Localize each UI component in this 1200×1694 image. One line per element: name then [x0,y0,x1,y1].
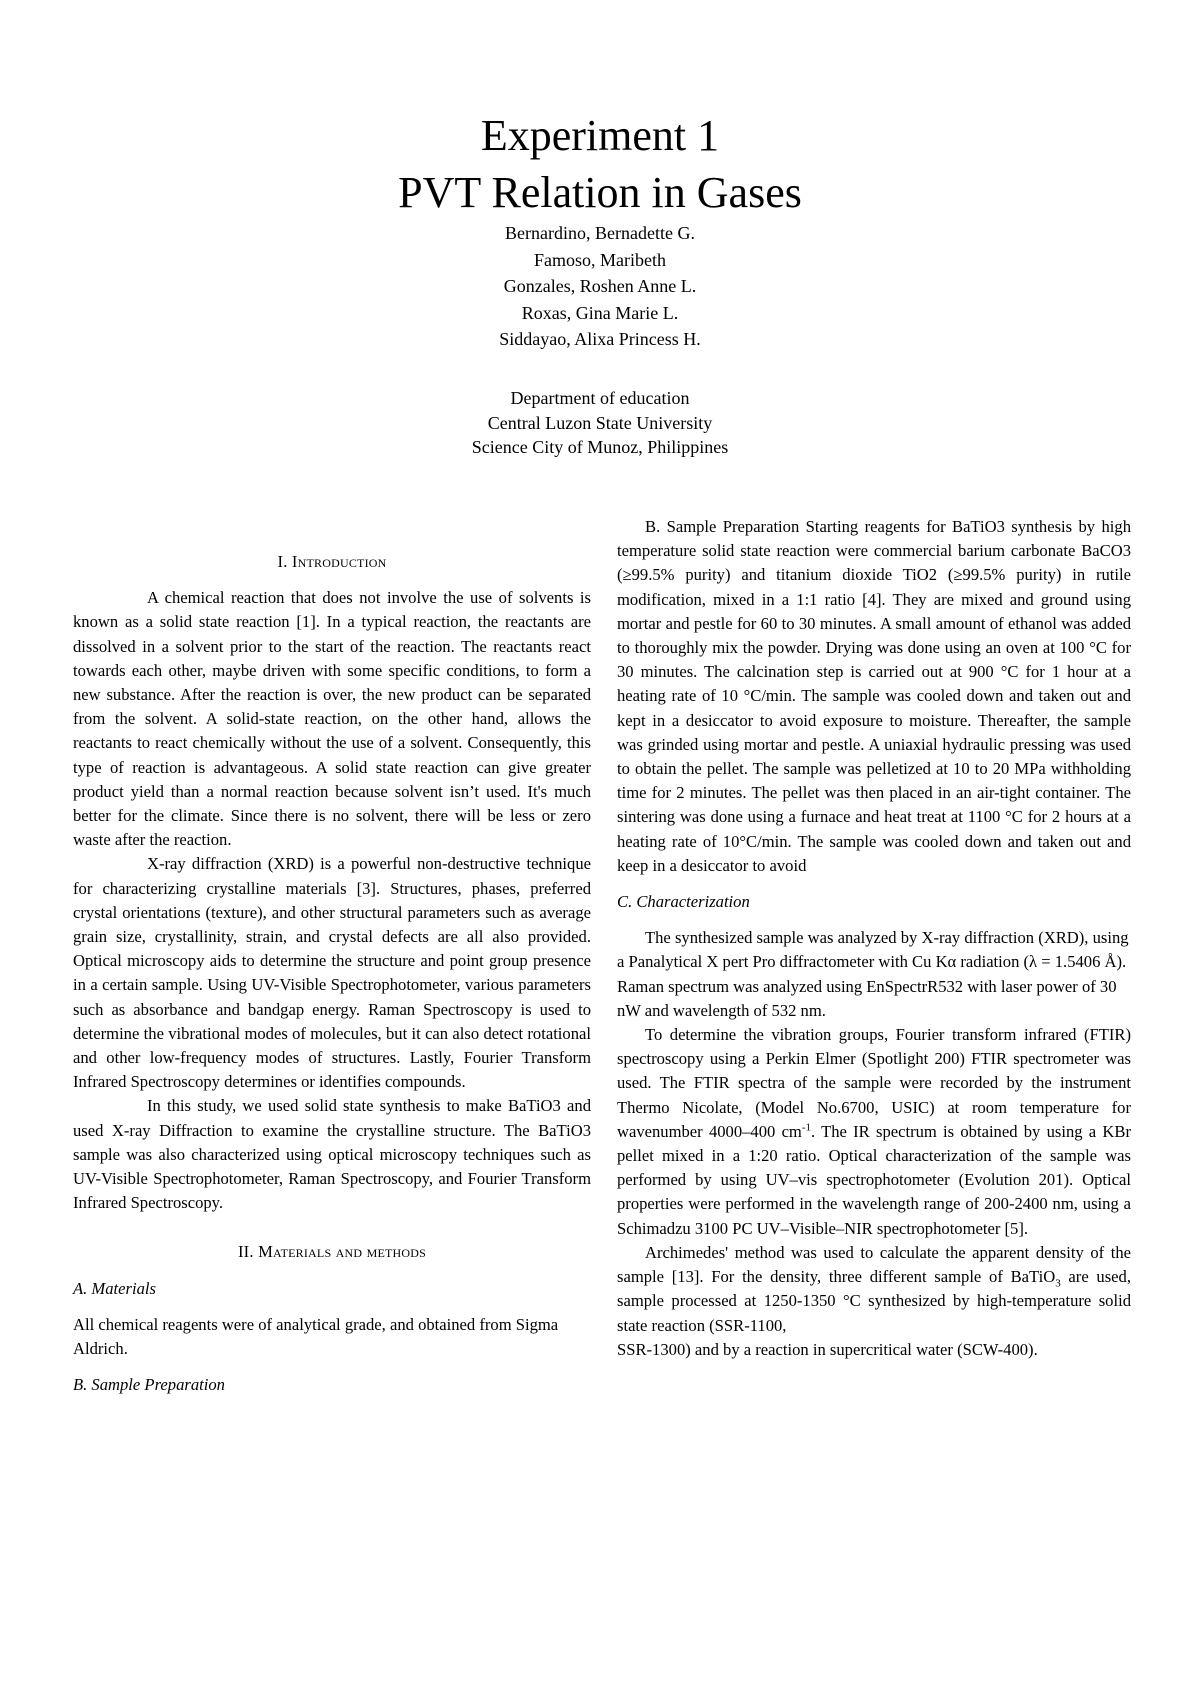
char-p2-part-b: . The IR spectrum is obtained by using a KBr pellet mixed in a 1:20 ratio. Optical characterization of the sample was performed by using UV–vis spectrophotometer (Evolution 201). Optical properties were performed in the wavelength range of 200-2400 nm, using a Schimadzu 3100 PC UV–Visible–NIR spectrophotometer [5]. [617,1121,1131,1238]
affiliation-line: Department of education [510,388,690,408]
author: Gonzales, Roshen Anne L. [503,276,697,296]
char-p3-part-a: Archimedes' method was used to calculate the apparent density of the sample [13]. For the density, three different sample of BaTiO [617,1242,1131,1287]
sample-prep-text: B. Sample Preparation Starting reagents for BaTiO3 synthesis by high temperature solid state reaction were commercial barium carbonate BaCO3 (≥99.5% purity) and titanium dioxide TiO2 (≥99.5% purity) in rutile modification, mixed in a 1:1 ratio [4]. They are mixed and ground using mortar and pestle for 60 to 30 minutes. A small amount of ethanol was added to thoroughly mix the powder. Drying was done using an oven at 100 °C for 30 minutes. The calcination step is carried out at 900 °C for 1 hour at a heating rate of 10 °C/min. The sample was cooled down and taken out and kept in a desiccator to avoid exposure to moisture. Thereafter, the sample was grinded using mortar and pestle. A uniaxial hydraulic pressing was used to obtain the pellet. The sample was pelletized at 10 to 20 MPa withholding time for 2 minutes. The pellet was then placed in an air-tight container. The sintering was done using a furnace and heat treat at 1100 °C for 2 hours at a heating rate of 10°C/min. The sample was cooled down and taken out and keep in a desiccator to avoid [617,517,1131,875]
intro-paragraph-3: In this study, we used solid state synthesis to make BaTiO3 and used X-ray Diffraction to examine the crystalline structure. The BaTiO3 sample was also characterized using optical microscopy techniques such as UV-Visible Spectrophotometer, Raman Spectroscopy, and Fourier Transform Infrared Spectroscopy. [73,1096,591,1213]
intro-paragraph-1: A chemical reaction that does not involve the use of solvents is known as a solid state reaction [1]. In a typical reaction, the reactants are dissolved in a solvent prior to the start of the reaction. The reactants react towards each other, maybe driven with some specific conditions, to form a new substance. After the reaction is over, the new product can be separated from the solvent. A solid-state reaction, on the other hand, allows the reactants to react chemically without the use of a solvent. Consequently, this type of reaction is advantageous. A solid state reaction can give greater product yield than a normal reaction because solvent isn’t used. It's much better for the climate. Since there is no solvent, there will be less or zero waste after the reaction. [73,588,591,850]
characterization-paragraph-1: The synthesized sample was analyzed by X-ray diffraction (XRD), using a Panalytical X pert Pro diffractometer with Cu Kα radiation (λ = 1.5406 Å). Raman spectrum was analyzed using EnSpectrR532 with laser power of 30 nW and wavelength of 532 nm. [617,928,1129,1020]
introduction-heading: I. Introduction [277,552,387,571]
right-column [617,515,1131,1362]
author: Siddayao, Alixa Princess H. [499,329,701,349]
paper-title-line1: Experiment 1 [480,111,720,160]
author: Roxas, Gina Marie L. [521,302,679,323]
author: Bernardino, Bernadette G. [505,223,695,243]
sample-prep-heading: B. Sample Preparation [73,1375,225,1395]
intro-paragraph-2: X-ray diffraction (XRD) is a powerful non-destructive technique for characterizing crystalline materials [3]. Structures, phases, preferred crystal orientations (texture), and other structural parameters such as average grain size, crystallinity, strain, and crystal defects are all also provided. Optical microscopy aids to determine the structure and point group presence in a certain sample. Using UV-Visible Spectrophotometer, various parameters such as absorbance and bandgap energy. Raman Spectroscopy is used to determine the vibrational modes of molecules, but it can also detect rotational and other low-frequency modes of structures. Lastly, Fourier Transform Infrared Spectroscopy determines or identifies compounds. [73,854,591,1092]
characterization-paragraph-2 [617,1023,1131,1241]
characterization-last-line: SSR-1300) and by a reaction in supercritical water (SCW-400). [617,1339,1038,1359]
affiliation-line: Central Luzon State University [487,412,713,433]
characterization-paragraph-3 [617,1241,1131,1338]
materials-text: All chemical reagents were of analytical grade, and obtained from Sigma Aldrich. [73,1314,559,1359]
methods-heading: II. Materials and methods [237,1242,427,1262]
unit-superscript: -1 [801,1121,812,1134]
author: Famoso, Maribeth [534,249,666,270]
materials-heading: A. Materials [73,1278,156,1298]
formula-subscript: 3 [1055,1277,1061,1290]
left-column [73,550,591,1398]
paper-title-line2: PVT Relation in Gases [398,168,802,217]
affiliation-line: Science City of Munoz, Philippines [471,437,729,457]
characterization-heading: C. Characterization [617,892,750,912]
char-p3-part-b: are used, sample processed at 1250-1350 °C synthesized by high-temperature solid state reaction (SSR-1100, [617,1267,1131,1335]
affiliation [0,386,1200,460]
author-list [0,220,1200,353]
char-p2-part-a: To determine the vibration groups, Fourier transform infrared (FTIR) spectroscopy using a Perkin Elmer (Spotlight 200) FTIR spectrometer was used. The FTIR spectra of the sample were recorded by the instrument Thermo Nicolate, (Model No.6700, USIC) at room temperature for wavenumber 4000–400 cm [617,1025,1131,1141]
